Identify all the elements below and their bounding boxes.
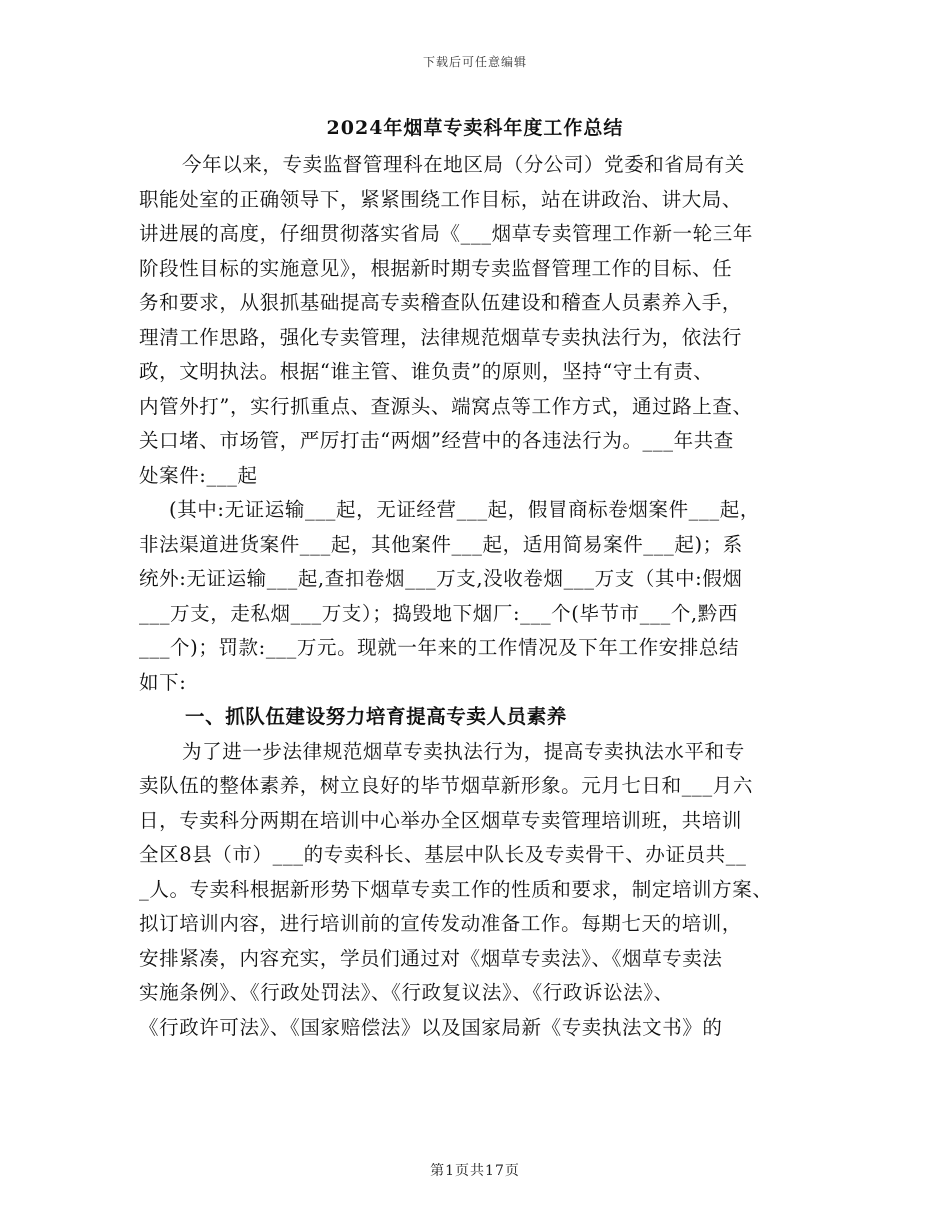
body-line: 今年以来，专卖监督管理科在地区局（分公司）党委和省局有关: [182, 153, 745, 176]
header-note: 下载后可任意编辑: [422, 55, 527, 69]
body-line: 理清工作思路，强化专卖管理，法律规范烟草专卖执法行为，依法行: [139, 325, 743, 349]
body-line: _人。专卖科根据新形势下烟草专卖工作的性质和要求，制定培训方案、: [139, 877, 773, 901]
body-line: 实施条例》、《行政处罚法》、《行政复议法》、《行政诉讼法》、: [139, 981, 674, 1004]
body-line: 全区8县（市）___的专卖科长、基层中队长及专卖骨干、办证员共__: [139, 843, 747, 866]
body-line: 关口堵、市场管，严厉打击“两烟”经营中的各违法行为。___年共查: [139, 429, 734, 452]
document-title: 2024年烟草专卖科年度工作总结: [326, 117, 624, 139]
body-line: (其中:无证运输___起，无证经营___起，假冒商标卷烟案件___起，: [169, 498, 760, 521]
body-line: 《行政许可法》、《国家赔偿法》以及国家局新《专卖执法文书》的: [139, 1015, 723, 1039]
body-line: 拟订培训内容，进行培训前的宣传发动准备工作。每期七天的培训，: [139, 912, 743, 935]
body-line: ___万支，走私烟___万支）；捣毁地下烟厂:___个(毕节市___个,黔西: [139, 601, 738, 625]
body-line: 统外:无证运输___起,查扣卷烟___万支,没收卷烟___万支（其中:假烟: [139, 567, 743, 590]
body-line: 为了进一步法律规范烟草专卖执法行为，提高专卖执法水平和专: [182, 739, 745, 763]
body-line: 阶段性目标的实施意见》，根据新时期专卖监督管理工作的目标、任: [139, 256, 733, 280]
section-heading: 一、抓队伍建设努力培育提高专卖人员素养: [185, 705, 567, 728]
body-line: 日，专卖科分两期在培训中心举办全区烟草专卖管理培训班，共培训: [139, 808, 743, 832]
body-line: 如下:: [139, 670, 187, 694]
body-line: ___个)；罚款:___万元。现就一年来的工作情况及下年工作安排总结: [139, 636, 740, 659]
body-line: 卖队伍的整体素养，树立良好的毕节烟草新形象。元月七日和___月六: [139, 774, 753, 797]
body-line: 处案件:___起: [139, 463, 258, 487]
document-body: [139, 148, 811, 1045]
body-line: 安排紧凑，内容充实，学员们通过对《烟草专卖法》、《烟草专卖法: [139, 946, 723, 970]
body-line: 职能处室的正确领导下，紧紧围绕工作目标，站在讲政治、讲大局、: [139, 187, 743, 211]
body-line: 非法渠道进货案件___起，其他案件___起，适用简易案件___起)；系: [139, 532, 743, 556]
page-number: 第1页共17页: [430, 1163, 520, 1179]
body-line: 内管外打”，实行抓重点、查源头、端窝点等工作方式，通过路上查、: [139, 394, 753, 418]
body-line: 讲进展的高度，仔细贯彻落实省局《___烟草专卖管理工作新一轮三年: [139, 222, 753, 245]
body-line: 务和要求，从狠抓基础提高专卖稽查队伍建设和稽查人员素养入手，: [139, 291, 743, 314]
body-line: 政，文明执法。根据“谁主管、谁负责”的原则，坚持“守土有责、: [139, 360, 714, 383]
